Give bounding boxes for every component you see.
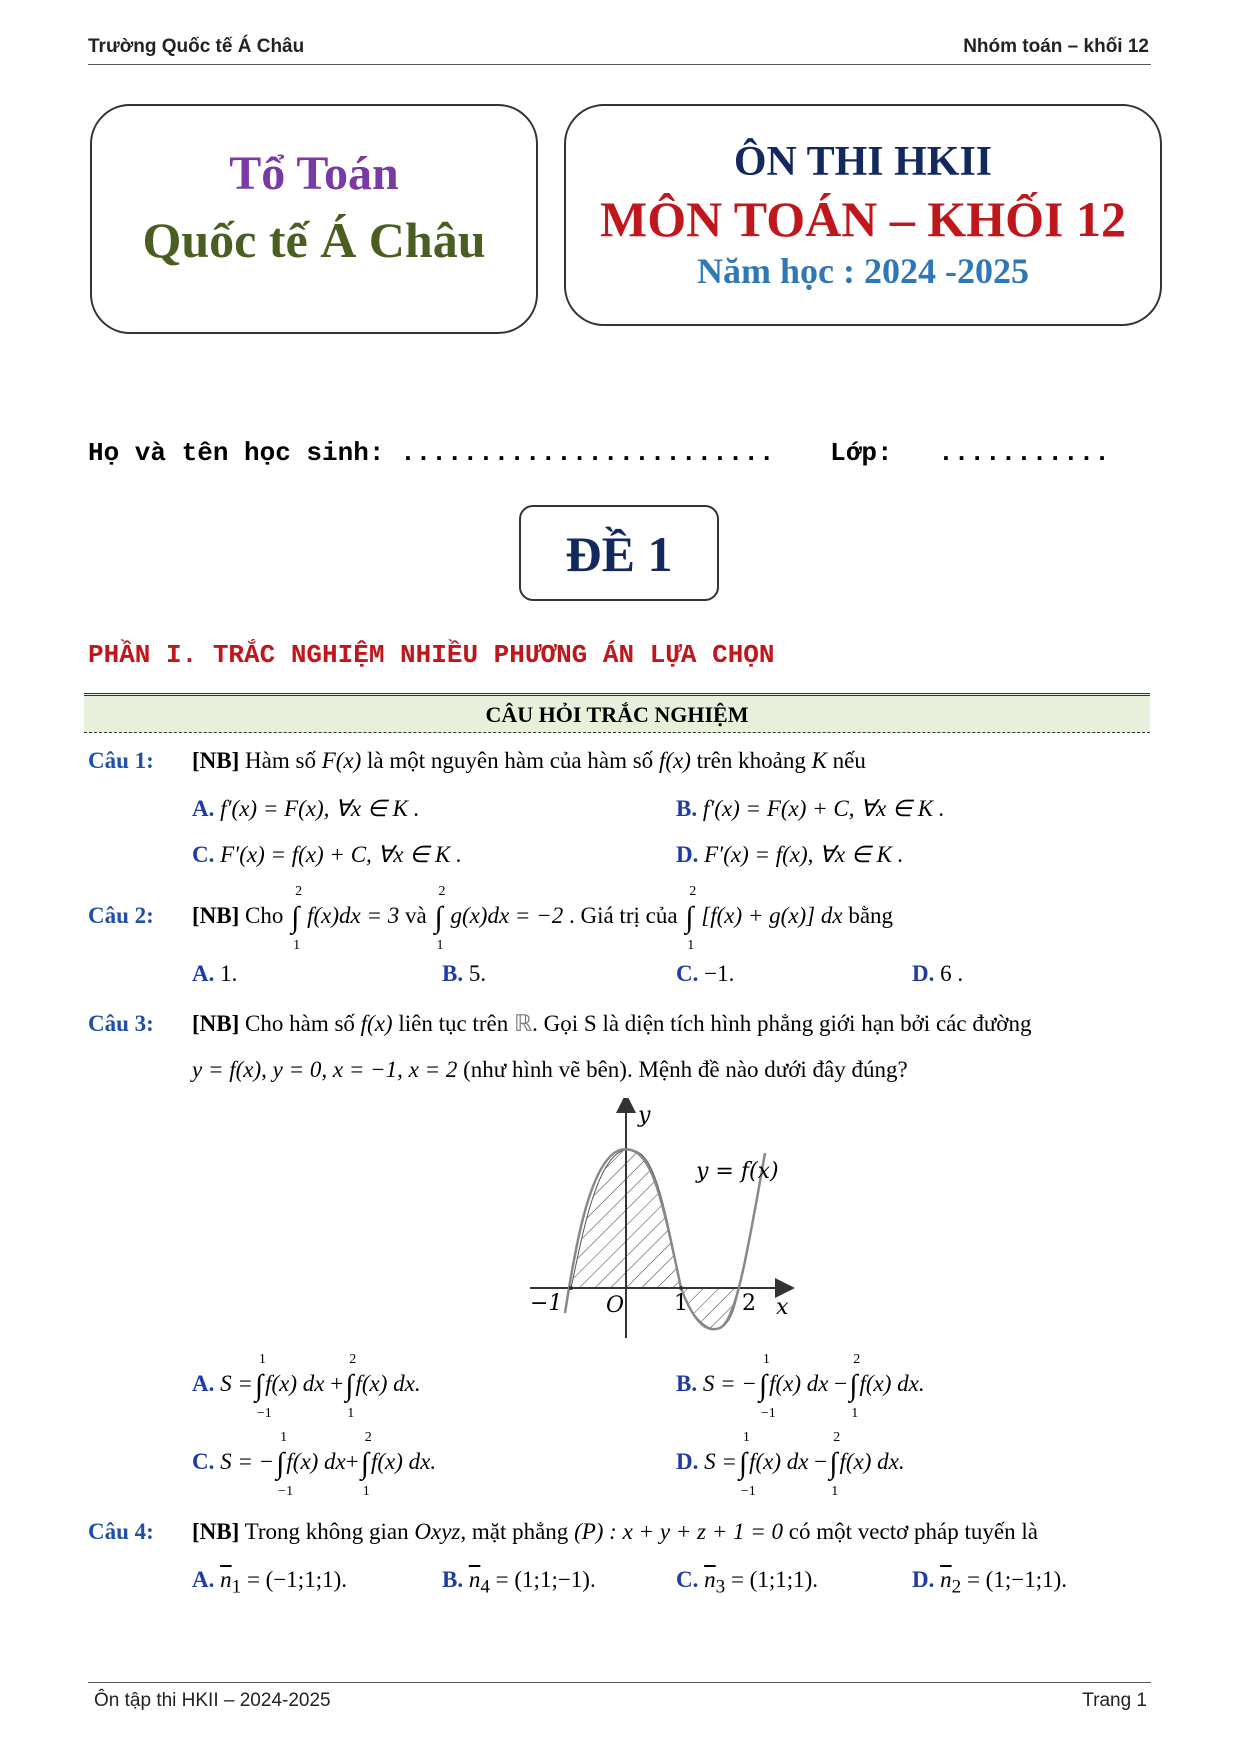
q3-option-b[interactable]: B. S = −∫ 1 −1 f(x) dx −∫ 2 1 f(x) dx. (676, 1351, 925, 1421)
q3-fx: f(x) (360, 1011, 393, 1036)
q1-option-c[interactable]: C. F′(x) = f(x) + C, ∀x ∈ K . (192, 842, 462, 867)
q4-option-a[interactable]: A. $\overline{n}_1$ = (−1;1;1). (192, 1567, 347, 1598)
q1-text-c: trên khoảng (696, 748, 806, 773)
q2-integral-2: ∫ 2 1 (434, 883, 446, 953)
q2-tag: [NB] (192, 903, 240, 928)
q3-line1-b: liên tục trên (398, 1011, 509, 1036)
right-box-line3: Năm học : 2024 -2025 (697, 251, 1029, 291)
graph-y-label: y (638, 1103, 651, 1128)
right-title-box (564, 104, 1162, 326)
student-class-field[interactable]: ........... (938, 438, 1110, 468)
header-school: Trường Quốc tế Á Châu (88, 36, 305, 57)
q3-R: ℝ (513, 1011, 533, 1036)
q2-integral-1: ∫ 2 1 (291, 883, 303, 953)
q3-graph (520, 1098, 820, 1348)
q4-plane: (P) : x + y + z + 1 = 0 (574, 1519, 784, 1544)
right-box-line1: ÔN THI HKII (733, 139, 993, 185)
q1-option-a-text: f′(x) = F(x), ∀x ∈ K . (220, 796, 420, 821)
q4-Oxyz: Oxyz (414, 1519, 461, 1544)
q4-text-a: Trong không gian (244, 1519, 409, 1544)
q1-text-a: Hàm số (245, 748, 316, 773)
question-banner-text: CÂU HỎI TRẮC NGHIỆM (485, 702, 749, 727)
right-box-line2: MÔN TOÁN – KHỐI 12 (600, 191, 1126, 247)
q2-option-b[interactable]: B. 5. (442, 961, 487, 986)
q2-option-c[interactable]: C. −1. (676, 961, 735, 986)
q1-label: Câu 1: (88, 748, 154, 773)
q2-option-d[interactable]: D. 6 . (912, 961, 964, 986)
q1-option-d[interactable]: D. F′(x) = f(x), ∀x ∈ K . (676, 842, 904, 867)
q1-option-b[interactable]: B. f′(x) = F(x) + C, ∀x ∈ K . (676, 796, 945, 821)
q1-text-b: là một nguyên hàm của hàm số (367, 748, 654, 773)
q2-bang: bằng (848, 903, 894, 928)
graph-x-label: x (776, 1295, 789, 1320)
graph-tick-m1: −1 (530, 1291, 563, 1316)
q2-option-b-text: 5. (468, 961, 487, 986)
q2-gia-tri: . Giá trị của (568, 903, 678, 928)
q2-integral-3-body: [f(x) + g(x)] dx (701, 903, 843, 928)
q1-Fx: F(x) (321, 748, 362, 773)
footer-rule (88, 1682, 1151, 1683)
graph-tick-2: 2 (742, 1291, 756, 1316)
q3-option-a[interactable]: A. S =∫ 1 −1 f(x) dx +∫ 2 1 f(x) dx. (192, 1351, 421, 1421)
left-box-line2: Quốc tế Á Châu (142, 212, 486, 268)
question-2 (88, 883, 1151, 953)
left-title-box (90, 104, 538, 334)
q3-label: Câu 3: (88, 1011, 154, 1036)
q2-option-c-text: −1. (704, 961, 735, 986)
q3-line1-c: . Gọi S là diện tích hình phẳng giới hạn bởi các đường (532, 1011, 1032, 1036)
q3-tag: [NB] (192, 1011, 240, 1036)
q2-option-d-text: 6 . (940, 961, 964, 986)
q3-option-d[interactable]: D. S =∫ 1 −1 f(x) dx −∫ 2 1 f(x) dx. (676, 1429, 905, 1499)
q4-tag: [NB] (192, 1519, 240, 1544)
q2-cho: Cho (245, 903, 284, 928)
q2-integral-2-body: g(x)dx = −2 (450, 903, 564, 928)
q4-option-d[interactable]: D. $\overline{n}_2$ = (1;−1;1). (912, 1567, 1067, 1598)
q3-option-c[interactable]: C. S = −∫ 1 −1 f(x) dx+∫ 2 1 f(x) dx. (192, 1429, 437, 1499)
question-4 (88, 1516, 1151, 1548)
q4-text-b: , mặt phẳng (460, 1519, 569, 1544)
q2-va: và (405, 903, 427, 928)
q1-fx: f(x) (658, 748, 691, 773)
q3-line2 (192, 1054, 908, 1086)
q1-tag: [NB] (192, 748, 240, 773)
graph-origin: O (606, 1293, 625, 1318)
q2-option-a-text: 1. (220, 961, 238, 986)
q3-line2-text: (như hình vẽ bên). Mệnh đề nào dưới đây đúng? (463, 1057, 908, 1082)
q2-option-a[interactable]: A. 1. (192, 961, 238, 986)
q2-integral-1-body: f(x)dx = 3 (307, 903, 400, 928)
q3-line1-a: Cho hàm số (245, 1011, 355, 1036)
left-box-line1: Tổ Toán (229, 147, 399, 200)
q1-option-c-text: F′(x) = f(x) + C, ∀x ∈ K . (220, 842, 462, 867)
q1-option-d-text: F′(x) = f(x), ∀x ∈ K . (704, 842, 904, 867)
student-line (88, 438, 1110, 468)
section-title: PHẦN I. TRẮC NGHIỆM NHIỀU PHƯƠNG ÁN LỰA CHỌN (88, 640, 775, 670)
graph-tick-1: 1 (674, 1291, 688, 1316)
footer-page: Trang 1 (1082, 1690, 1147, 1711)
q4-text-c: có một vectơ pháp tuyến là (788, 1519, 1038, 1544)
q3-line2-math: y = f(x), y = 0, x = −1, x = 2 (192, 1057, 458, 1082)
q4-option-b[interactable]: B. $\overline{n}_4$ = (1;1;−1). (442, 1567, 596, 1598)
graph-curve-label: y = f(x) (696, 1159, 779, 1184)
exam-code-box (519, 505, 719, 601)
header-group: Nhóm toán – khối 12 (963, 36, 1149, 57)
q4-option-c[interactable]: C. $\overline{n}_3$ = (1;1;1). (676, 1567, 819, 1598)
student-class-label: Lớp: (830, 438, 893, 468)
question-1 (88, 745, 1151, 777)
exam-code: ĐỀ 1 (565, 526, 673, 582)
student-name-field[interactable]: ........................ (400, 438, 775, 468)
question-banner (84, 693, 1150, 733)
student-name-label: Họ và tên học sinh: (88, 438, 385, 468)
q1-text-d: nếu (832, 748, 866, 773)
header-rule (88, 64, 1151, 65)
question-3 (88, 1008, 1151, 1040)
q1-K: K (811, 748, 827, 773)
q2-label: Câu 2: (88, 903, 154, 928)
q2-integral-3: ∫ 2 1 (685, 883, 697, 953)
q1-option-b-text: f′(x) = F(x) + C, ∀x ∈ K . (702, 796, 945, 821)
footer-left: Ôn tập thi HKII – 2024-2025 (94, 1690, 331, 1711)
q4-label: Câu 4: (88, 1519, 154, 1544)
q1-option-a[interactable]: A. f′(x) = F(x), ∀x ∈ K . (192, 796, 420, 821)
